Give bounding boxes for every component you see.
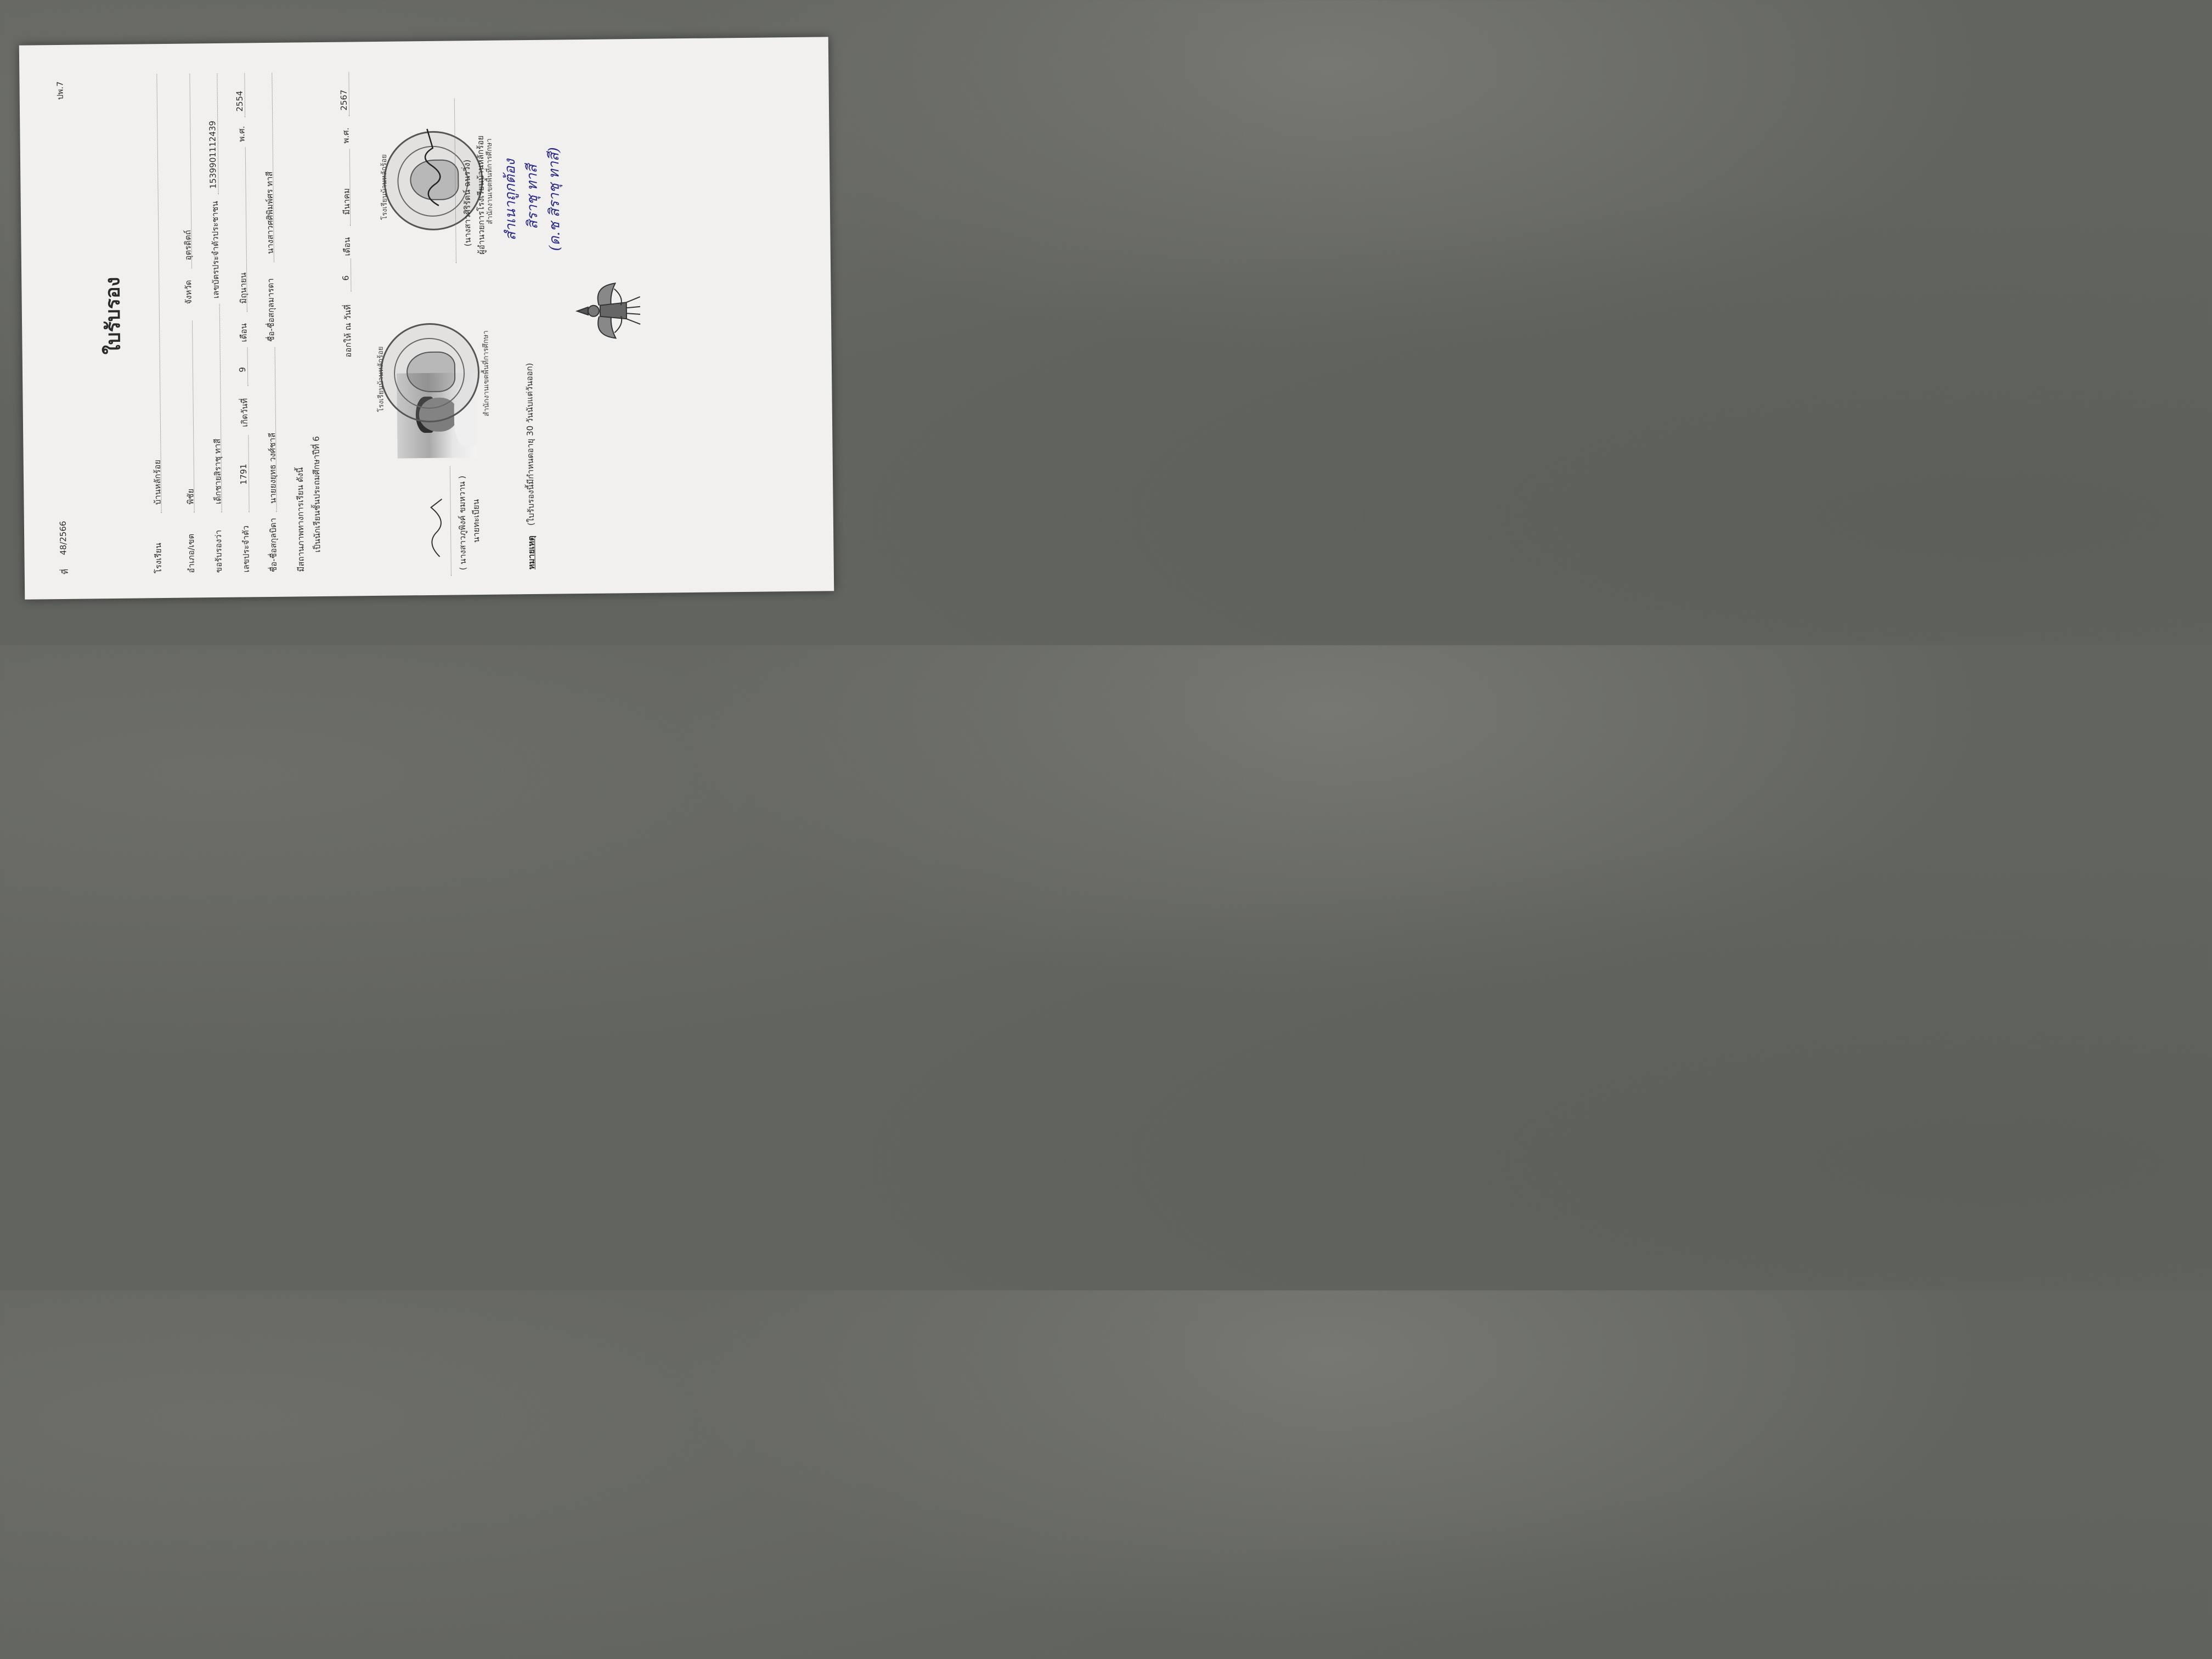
birth-year-value: 2554 (234, 91, 245, 112)
handwritten-signature: สิราชุ ทาสี (524, 164, 541, 230)
status-line-2: เป็นนักเรียนชั้นประถมศึกษาปีที่ 6 (311, 436, 323, 553)
registrar-signature-line (450, 466, 452, 576)
issued-day-line (351, 258, 352, 291)
director-signature (416, 126, 450, 209)
id-card-value: 1539901112439 (207, 120, 218, 189)
issued-day: 6 (341, 275, 351, 281)
birth-day-label: เกิดวันที่ (239, 398, 250, 427)
seal-left-bottom-text: สำนักงานเขตพื้นที่การศึกษา (482, 330, 491, 416)
registrar-name: ( นางสาวภูพิงค์ ขมหวาน ) (457, 475, 468, 571)
doc-number-label: ที่ (60, 568, 70, 575)
student-number-value: 1791 (238, 464, 249, 485)
issued-month: มีนาคม (341, 188, 352, 215)
district-value: พิชัย (185, 488, 196, 505)
birth-month-label: เดือน (239, 323, 249, 342)
mother-label: ชื่อ-ชื่อสกุลมารดา (266, 278, 276, 342)
seal-left-top-text: โรงเรียนบ้านหลักร้อย (376, 346, 386, 412)
student-name: เด็กชายสิราชุ ทาสี (212, 438, 223, 505)
seal-right-top-text: โรงเรียนบ้านหลักร้อย (380, 154, 390, 220)
status-line-1: มีสถานภาพทางการเรียน ดังนี้ (295, 467, 306, 572)
certificate-document (20, 40, 832, 596)
province-value: อุตรดิตถ์ (183, 230, 193, 261)
doc-number: 48/2566 (58, 521, 69, 556)
form-code: ปพ.7 (55, 81, 65, 100)
id-card-label: เลขบัตรประจำตัวประชาชน (210, 201, 221, 299)
birth-day-line (247, 347, 249, 386)
document-title: ใบรับรอง (101, 276, 125, 355)
district-line (192, 320, 195, 512)
school-value: บ้านหลักร้อย (152, 459, 163, 505)
birth-month-value: มิถุนายน (238, 272, 249, 304)
student-number-label: เลขประจำตัว (240, 525, 251, 573)
issued-year: 2567 (338, 89, 349, 111)
director-title: ผู้อำนวยการโรงเรียนบ้านหลักร้อย (475, 135, 487, 255)
province-label: จังหวัด (183, 280, 194, 304)
issued-year-label: พ.ศ. (341, 127, 351, 144)
mother-value: นางสาวศศิพิมพ์ศร ทาสี (264, 171, 275, 255)
birth-year-label: พ.ศ. (236, 126, 247, 142)
student-number-line (248, 435, 249, 512)
school-seal-left (380, 323, 480, 423)
remark-label: หมายเหตุ (526, 535, 537, 570)
father-value: นายยงยุทธ วงศ์ชาลี (267, 432, 278, 504)
seal-right-bottom-text: สำนักงานเขตพื้นที่การศึกษา (485, 138, 495, 224)
garuda-emblem-icon (571, 280, 643, 341)
issued-month-line (349, 149, 351, 225)
certify-label: ขอรับรองว่า (213, 529, 224, 573)
issued-year-line (348, 72, 349, 116)
issued-label: ออกให้ ณ วันที่ (342, 304, 353, 358)
registrar-signature (420, 494, 448, 560)
director-name: (นางสาวศิริรัตน์ ฉนรวิ่ง) (461, 159, 473, 247)
school-line (156, 74, 161, 513)
father-label: ชื่อ-ชื่อสกุลบิดา (268, 517, 279, 573)
certificate-paper (19, 37, 834, 599)
birth-year-line (244, 73, 245, 117)
school-label: โรงเรียน (153, 543, 163, 574)
handwritten-certified-copy: สำเนาถูกต้อง (501, 159, 520, 241)
district-label: อำเภอ/เขต (186, 533, 196, 573)
registrar-title: นายทะเบียน (471, 499, 482, 543)
issued-month-label: เดือน (342, 237, 352, 256)
birth-day-value: 9 (237, 366, 248, 373)
handwritten-name: (ด.ช สิราชุ ทาสี) (545, 147, 563, 251)
remark-text: (ใบรับรองนี้มีกำหนดอายุ 30 วันนับแต่วันออก) (524, 363, 536, 526)
